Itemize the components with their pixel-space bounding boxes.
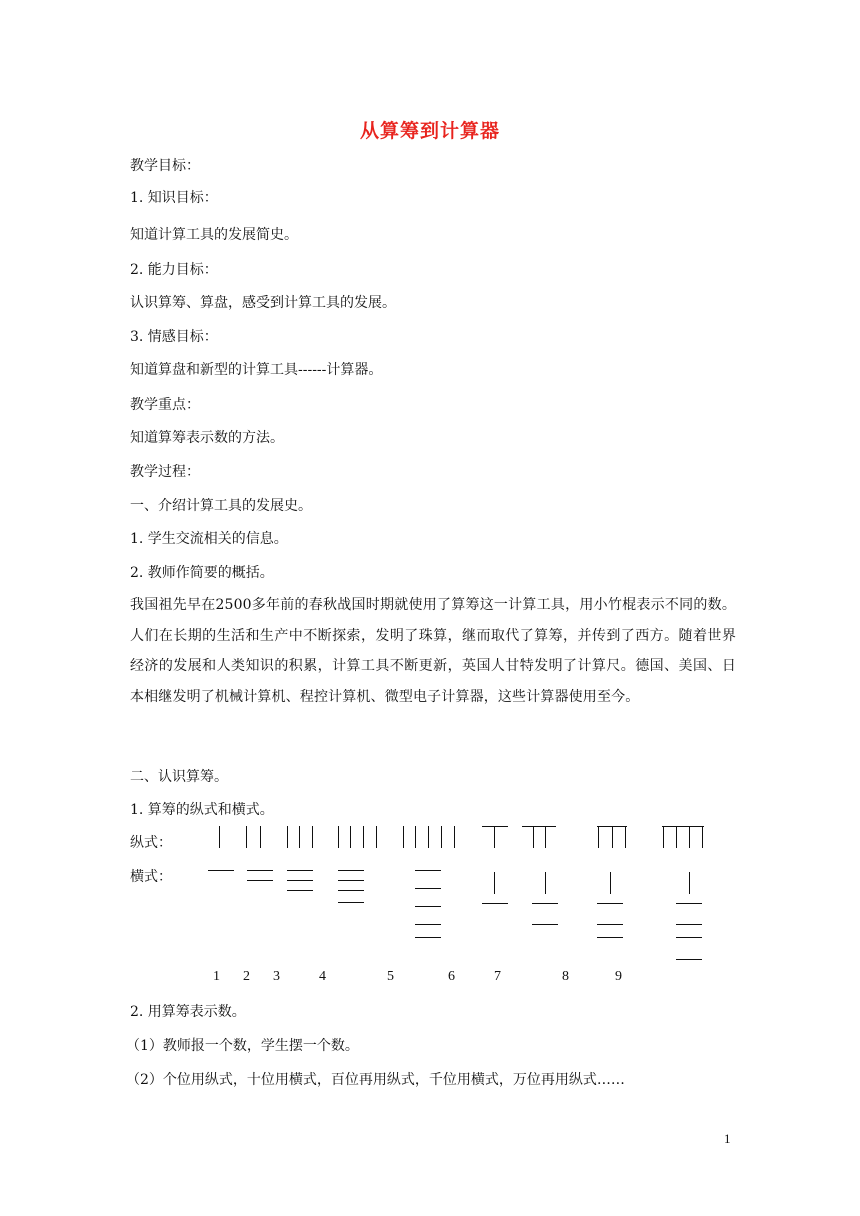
- vertical-rod: [625, 826, 626, 848]
- digit-label: 9: [615, 969, 622, 984]
- horizontal-rod: [532, 903, 558, 904]
- vertical-rod: [350, 826, 351, 848]
- horizontal-rod: [247, 880, 273, 881]
- vertical-rod: [376, 826, 377, 848]
- objective-3-text: 知道算盘和新型的计算工具------计算器。: [130, 362, 383, 378]
- vertical-rod: [676, 826, 677, 848]
- vertical-rod: [610, 872, 611, 894]
- horizontal-rod: [597, 924, 623, 925]
- section-1-item-1: 1. 学生交流相关的信息。: [130, 531, 288, 547]
- objective-1-text: 知道计算工具的发展简史。: [130, 227, 298, 243]
- digit-label: 5: [387, 969, 394, 984]
- horizontal-rod: [597, 903, 623, 904]
- vertical-rod: [338, 826, 339, 848]
- horizontal-rod: [415, 906, 441, 907]
- horizontal-rod: [522, 826, 556, 827]
- horizontal-rod: [338, 890, 364, 891]
- horizontal-rod: [415, 888, 441, 889]
- digit-label: 6: [448, 969, 455, 984]
- digit-label: 7: [494, 969, 501, 984]
- vertical-rod: [299, 826, 300, 848]
- vertical-rod: [219, 826, 220, 848]
- objective-3-heading: 3. 情感目标：: [130, 329, 218, 345]
- vertical-rod: [260, 826, 261, 848]
- vertical-rod: [612, 826, 613, 848]
- horizontal-rod: [597, 937, 623, 938]
- vertical-rod: [545, 872, 546, 894]
- horizontal-rod: [415, 924, 441, 925]
- vertical-rod: [428, 826, 429, 848]
- horizontal-rod: [415, 870, 441, 871]
- digit-label: 4: [319, 969, 326, 984]
- history-paragraph: 我国祖先早在2500多年前的春秋战国时期就使用了算筹这一计算工具，用小竹棍表示不同的数。人们在长期的生活和生产中不断探索，发明了珠算，继而取代了算筹，并传到了西方。随着世界经济的发展和人类知识的积累，计算工具不断更新，英国人甘特发明了计算尺。德国、美国、日本相继发明了机械计算机、程控计算机、微型电子计算器，这些计算器使用至今。: [130, 597, 736, 705]
- horizontal-rod: [287, 870, 313, 871]
- vertical-rod: [441, 826, 442, 848]
- section-1-item-2: 2. 教师作简要的概括。: [130, 565, 274, 581]
- section-2-item-1: 1. 算筹的纵式和横式。: [130, 802, 274, 818]
- heading-process: 教学过程：: [130, 464, 200, 480]
- objective-2-text: 认识算筹、算盘，感受到计算工具的发展。: [130, 295, 396, 311]
- section-2-heading: 二、认识算筹。: [130, 769, 228, 785]
- key-points-text: 知道算筹表示数的方法。: [130, 430, 284, 446]
- vertical-rod: [287, 826, 288, 848]
- vertical-rod: [363, 826, 364, 848]
- vertical-rod: [545, 826, 546, 848]
- horizontal-rod: [338, 880, 364, 881]
- horizontal-form-label: 横式：: [130, 869, 172, 885]
- page-title: 从算筹到计算器: [359, 120, 500, 142]
- vertical-rod: [415, 826, 416, 848]
- horizontal-rod: [338, 870, 364, 871]
- horizontal-rod: [338, 902, 364, 903]
- horizontal-rod: [532, 924, 558, 925]
- vertical-rod: [702, 826, 703, 848]
- horizontal-rod: [662, 826, 704, 827]
- horizontal-rod: [676, 924, 702, 925]
- page-number: 1: [724, 1131, 731, 1146]
- vertical-rod: [663, 826, 664, 848]
- vertical-rod: [494, 872, 495, 894]
- horizontal-rod: [287, 880, 313, 881]
- heading-key-points: 教学重点：: [130, 397, 200, 413]
- vertical-rod: [689, 872, 690, 894]
- step-1-text: （1）教师报一个数，学生摆一个数。: [126, 1038, 359, 1054]
- digit-label: 2: [243, 969, 250, 984]
- horizontal-rod: [676, 937, 702, 938]
- horizontal-rod: [676, 903, 702, 904]
- vertical-rod: [403, 826, 404, 848]
- vertical-rod: [494, 826, 495, 848]
- step-2-text: （2）个位用纵式，十位用横式，百位再用纵式，千位用横式，万位再用纵式……: [126, 1072, 625, 1088]
- vertical-rod: [533, 826, 534, 848]
- vertical-rod: [598, 826, 599, 848]
- section-2-item-2: 2. 用算筹表示数。: [130, 1004, 246, 1020]
- digit-label: 8: [562, 969, 569, 984]
- vertical-rod: [312, 826, 313, 848]
- horizontal-rod: [415, 937, 441, 938]
- digit-label: 1: [213, 969, 220, 984]
- vertical-rod: [454, 826, 455, 848]
- horizontal-rod: [208, 870, 234, 871]
- horizontal-rod: [287, 890, 313, 891]
- objective-1-heading: 1. 知识目标：: [130, 190, 218, 206]
- objective-2-heading: 2. 能力目标：: [130, 262, 218, 278]
- horizontal-rod: [482, 903, 508, 904]
- digit-label: 3: [273, 969, 280, 984]
- heading-objectives: 教学目标：: [130, 158, 200, 174]
- vertical-rod: [246, 826, 247, 848]
- horizontal-rod: [676, 959, 702, 960]
- section-1-heading: 一、介绍计算工具的发展史。: [130, 498, 312, 514]
- vertical-form-label: 纵式：: [130, 835, 172, 851]
- vertical-rod: [689, 826, 690, 848]
- horizontal-rod: [247, 870, 273, 871]
